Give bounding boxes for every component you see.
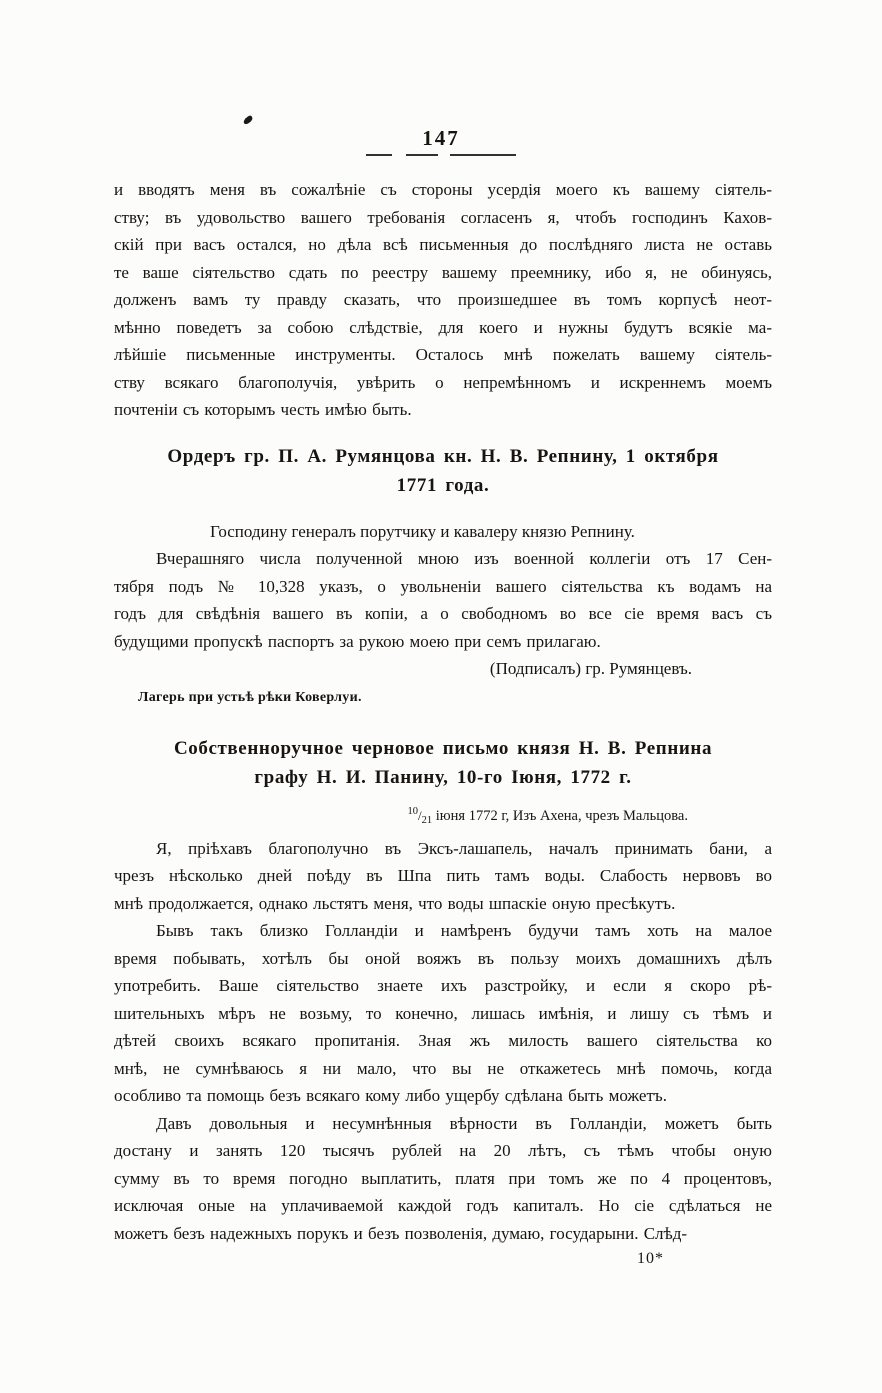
section2-paragraph-1 bbox=[114, 835, 772, 918]
text-line: будущими пропускѣ паспортъ за рукою моею при семъ прилагаю. bbox=[114, 631, 601, 651]
section1-salutation: Господину генералъ порутчику и кавалеру князю Репнину. bbox=[210, 521, 635, 541]
section2-heading bbox=[114, 734, 772, 793]
page-header bbox=[0, 0, 882, 156]
section2-paragraph-2 bbox=[114, 917, 772, 1110]
text-line: ству; въ удовольство вашего требованія согласенъ я, чтобъ господинъ Кахов- bbox=[114, 207, 772, 227]
text-line: Собственноручное черновое письмо князя Н. В. Репнина bbox=[173, 737, 713, 759]
text-line: Давъ довольныя и несумнѣнныя вѣрности въ Голландіи, можетъ быть bbox=[156, 1113, 772, 1133]
date-fraction bbox=[407, 805, 433, 826]
text-line: дѣтей своихъ всякаго пропитанія. Зная жъ милость вашего сіятельства ко bbox=[114, 1031, 772, 1050]
text-line: шительныхъ мѣръ не возьму, то конечно, лишась имѣнія, и лишу съ тѣмъ и bbox=[114, 1003, 772, 1023]
section1-place-note: Лагерь при устьѣ рѣки Коверлуи. bbox=[138, 689, 362, 705]
text-line: мнѣ, не сумнѣваюсь я ни мало, что вы не откажетесь мнѣ помочь, когда bbox=[114, 1058, 772, 1078]
date-fraction-denominator: 21 bbox=[421, 814, 433, 826]
text-line: мѣнно поведетъ за собою слѣдствіе, для коего и нужны будутъ всякіе ма- bbox=[114, 317, 772, 337]
text-line: 1771 года. bbox=[396, 475, 490, 496]
text-line: и вводятъ меня въ сожалѣніе съ стороны усердія моего къ вашему сіятель- bbox=[114, 180, 772, 199]
text-line: достану и занять 120 тысячъ рублей на 20 лѣтъ, съ тѣмъ чтобы оную bbox=[114, 1141, 772, 1160]
section1-signature: (Подписалъ) гр. Румянцевъ. bbox=[489, 659, 692, 678]
text-line: исключая оные на уплачиваемой каждой годъ капиталъ. Но сіе сдѣлаться не bbox=[114, 1196, 772, 1215]
text-line: мнѣ продолжается, однако льстятъ меня, что воды шпаскіе оную пресѣкутъ. bbox=[114, 893, 676, 913]
text-line: долженъ вамъ ту правду сказать, что произшедшее въ томъ корпусѣ неот- bbox=[114, 290, 772, 309]
date-fraction-slash: / bbox=[418, 807, 422, 823]
date-fraction-numerator: 10 bbox=[407, 805, 419, 817]
text-line: ству всякаго благополучія, увѣрить о непремѣнномъ и искреннемъ моемъ bbox=[114, 372, 772, 392]
continuation-paragraph bbox=[114, 176, 772, 424]
text-line: те ваше сіятельство сдать по реестру вашему преемнику, ибо я, не обинуясь, bbox=[114, 262, 772, 282]
text-line: употребить. Ваше сіятельство знаете ихъ разстройку, и если я скоро рѣ- bbox=[114, 976, 772, 995]
text-line: почтеніи съ которымъ честь имѣю быть. bbox=[114, 400, 412, 419]
page-number: 147 bbox=[422, 126, 460, 150]
text-line: Я, пріѣхавъ благополучно въ Эксъ-лашапель, началъ принимать бани, а bbox=[156, 838, 772, 858]
text-line: сумму въ то время погодно выплатить, платя при томъ же по 4 процентовъ, bbox=[114, 1168, 772, 1188]
text-line: чрезъ нѣсколько дней поѣду въ Шпа пить тамъ воды. Слабость нервовъ во bbox=[114, 866, 772, 885]
text-line: можетъ безъ надежныхъ порукъ и безъ позволенія, думаю, государыни. Слѣд- bbox=[114, 1223, 688, 1243]
text-line: графу Н. И. Панину, 10-го Іюня, 1772 г. bbox=[254, 767, 632, 788]
text-line: время побывать, хотѣлъ бы оной вояжъ въ пользу моихъ домашнихъ дѣлъ bbox=[114, 948, 772, 968]
section1-body bbox=[114, 545, 772, 655]
printer-signature-mark: 10* bbox=[637, 1250, 664, 1267]
dateline-text: іюня 1772 г, Изъ Ахена, чрезъ Мальцова. bbox=[432, 807, 688, 824]
text-line: особливо та помощь безъ всякаго кому либо ущербу сдѣлана быть можетъ. bbox=[114, 1086, 667, 1105]
section2-paragraph-3 bbox=[114, 1110, 772, 1248]
section1-heading bbox=[114, 442, 772, 501]
section2-dateline bbox=[114, 806, 772, 826]
text-line: годъ для свѣдѣнія вашего въ копіи, а о свободномъ во все сіе время васъ съ bbox=[114, 604, 772, 623]
text-line: скій при васъ остался, но дѣла всѣ письменныя до послѣдняго листа не оставь bbox=[114, 235, 772, 254]
text-line: лѣйшіе письменные инструменты. Осталось мнѣ пожелать вашему сіятель- bbox=[114, 345, 772, 364]
text-column bbox=[114, 176, 772, 1268]
text-line: тября подъ № 10,328 указъ, о увольненіи вашего сіятельства къ водамъ на bbox=[114, 576, 772, 596]
text-line: Ордеръ гр. П. А. Румянцова кн. Н. В. Репнину, 1 октября bbox=[167, 445, 719, 467]
text-line: Вчерашняго числа полученной мною изъ военной коллегіи отъ 17 Сен- bbox=[156, 549, 772, 568]
text-line: Бывъ такъ близко Голландіи и намѣренъ будучи тамъ хоть на малое bbox=[156, 921, 772, 940]
page-number-rule bbox=[366, 154, 516, 156]
